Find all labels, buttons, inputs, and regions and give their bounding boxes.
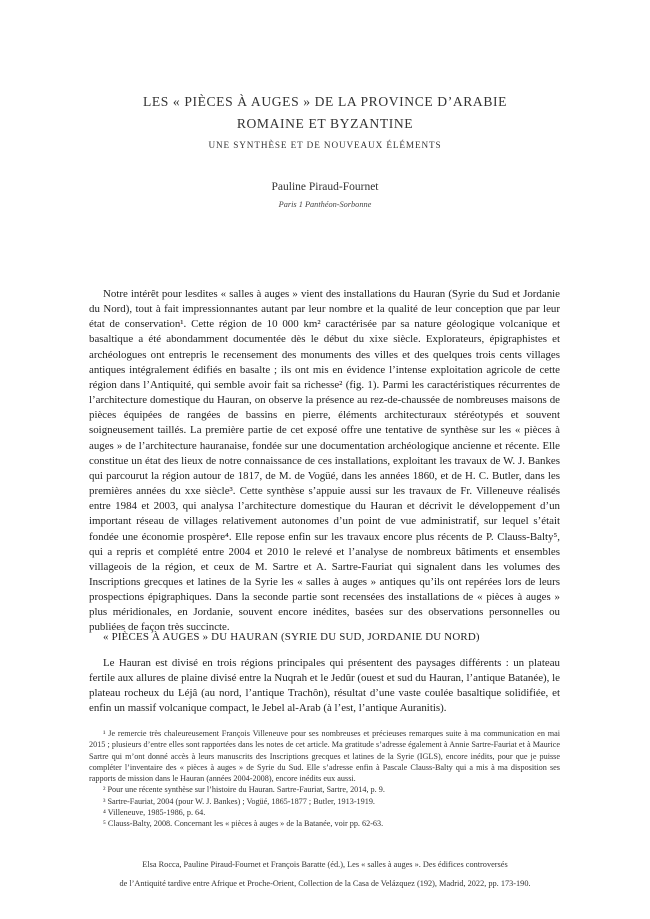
footnotes bbox=[89, 728, 560, 830]
author-name: Pauline Piraud-Fournet bbox=[271, 181, 379, 193]
footnote-2: ² Pour une récente synthèse sur l’histoire du Hauran. Sartre-Fauriat, Sartre, 2014, p. 9. bbox=[103, 785, 385, 795]
footnote-1: ¹ Je remercie très chaleureusement François Villeneuve pour ses nombreuses et précieuses remarques suite à ma communication en mai 2015 ; plusieurs d’entre elles sont rapportées dans les notes de cet article. Ma gratitude s’adresse également à Annie Sartre-Fauriat et à Maurice Sartre qui m’ont donné accès à leurs manuscrits des Inscriptions grecques et latines de la Syrie (IGLS), encore inédits, pour que je puisse compléter l’inventaire des « pièces à auges » de Syrie du Sud. Elle s’adresse enfin à Pascale Clauss-Balty qui a mis à ma disposition ses rapports de mission dans le Hauran (années 2004-2008), encore inédits eux aussi. bbox=[89, 729, 560, 784]
citation-footer-line-1: Elsa Rocca, Pauline Piraud-Fournet et François Baratte (éd.), Les « salles à auges ». Des édifices controversés bbox=[142, 860, 508, 869]
article-title-line-2: ROMAINE ET BYZANTINE bbox=[236, 116, 414, 131]
article-subtitle: UNE SYNTHÈSE ET DE NOUVEAUX ÉLÉMENTS bbox=[208, 140, 442, 150]
body-paragraph-1: Notre intérêt pour lesdites « salles à auges » vient des installations du Hauran (Syrie du Sud et Jordanie du Nord), tout à fait impressionnantes autant par leur nombre et la qualité de leur conception que par leur état de conservation¹. Cette région de 10 000 km² caractérisée par sa nature géologique volcanique et basaltique a été abondamment documentée dès le début du xixe siècle. Explorateurs, épigraphistes et archéologues ont entrepris le recensement des monuments des villes et des quelques trois cents villages antiques intégralement édifiés en basalte ; ils ont mis en évidence l’intense exploitation agricole de cette région dans l’Antiquité, qui semble avoir fait sa richesse² (fig. 1). Parmi les caractéristiques récurrentes de l’architecture domestique du Hauran, on observe la présence au rez-de-chaussée de nombreuses maisons de pièces équipées de rangées de bassins en pierre, éléments architecturaux stéréotypés et souvent soigneusement taillés. La première partie de cet exposé offre une tentative de synthèse sur les « pièces à auges » de l’architecture hauranaise, fondée sur une documentation archéologique ancienne et récente. Elle constitue un état des lieux de notre connaissance de ces installations, exploitant les travaux de W. J. Bankes qui parcourut la région autour de 1817, de M. de Vogüé, dans les années 1860, et de H. C. Butler, dans les premières années du xxe siècle³. Cette synthèse s’appuie aussi sur les travaux de Fr. Villeneuve réalisés entre 1984 et 2003, qui analysa l’architecture domestique du Hauran et décrivit le développement d’un important réseau de villages relativement autonomes d’un point de vue administratif, sur lequel s’était fondée une économie prospère⁴. Elle repose enfin sur les travaux encore plus récents de P. Clauss-Balty⁵, qui a repris et complété entre 2004 et 2010 le relevé et l’analyse de nombreux bâtiments et ensembles villageois de la région, et ceux de M. Sartre et A. Sartre-Fauriat qui signalent dans les volumes des Inscriptions grecques et latines de la Syrie les « salles à auges » antiques qu’ils ont repérées lors de leurs prospections épigraphiques. Dans la seconde partie sont recensées des installations de « pièces à auges » plus méridionales, en Jordanie, souvent encore inédites, basées sur des observations personnelles ou publiées de façon très succincte. bbox=[89, 288, 560, 634]
author-affiliation: Paris 1 Panthéon-Sorbonne bbox=[278, 200, 372, 209]
footnote-3: ³ Sartre-Fauriat, 2004 (pour W. J. Bankes) ; Vogüé, 1865-1877 ; Butler, 1913-1919. bbox=[103, 796, 375, 806]
body-paragraph-2: Le Hauran est divisé en trois régions principales qui présentent des paysages différents : un plateau fertile aux allures de plaine divisé entre la Nuqrah et le Jedûr (ouest et sud du Hauran, l’antique Batanée), le plateau rocheux du Léjâ (au nord, l’antique Trachôn), résultat d’une vaste coulée basaltique solidifiée, et enfin un massif volcanique compact, le Jebel al-Arab (à l’est, l’antique Auranitis). bbox=[89, 657, 560, 715]
citation-footer-line-2: de l’Antiquité tardive entre Afrique et Proche-Orient, Collection de la Casa de Velázquez (192), Madrid, 2022, pp. 173-190. bbox=[119, 879, 531, 888]
section-heading: « PIÈCES À AUGES » DU HAURAN (SYRIE DU SUD, JORDANIE DU NORD) bbox=[103, 631, 480, 643]
article-title-line-1: LES « PIÈCES À AUGES » DE LA PROVINCE D’ARABIE bbox=[142, 94, 508, 109]
footnote-4: ⁴ Villeneuve, 1985-1986, p. 64. bbox=[103, 808, 206, 818]
footnote-5: ⁵ Clauss-Balty, 2008. Concernant les « pièces à auges » de la Batanée, voir pp. 62-63. bbox=[103, 819, 384, 829]
